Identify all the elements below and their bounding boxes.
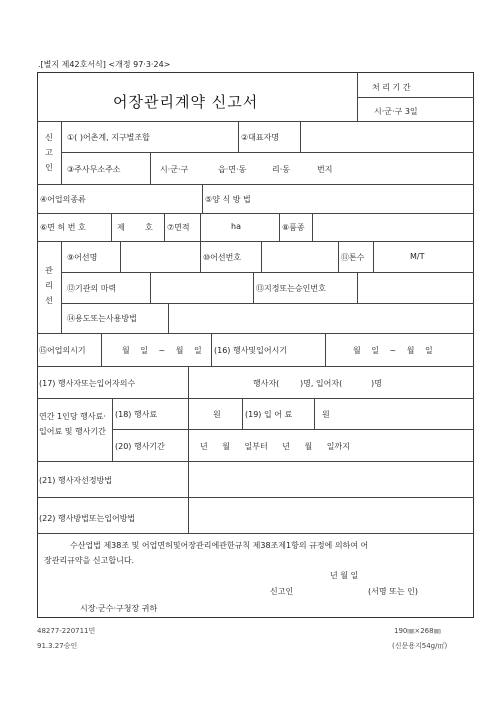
management-section-label: 관리선: [45, 266, 53, 305]
processing-period-label: 처 리 기 간: [372, 83, 411, 92]
species-label: ⑧품종: [282, 223, 305, 232]
address-part-village: 리·동: [272, 165, 290, 174]
reporter-label: 신고인: [270, 587, 294, 596]
paper-size: 190㎜×268㎜: [394, 627, 441, 635]
license-ho: 호: [145, 223, 153, 232]
statement-line-2: 장관리규약을 신고합니다.: [44, 556, 135, 565]
entry-fee-label: (19) 입 어 료: [245, 410, 293, 419]
executor-count-prefix: 행사자(: [253, 379, 280, 388]
exercise-period-value: 월 일 ~ 월 일: [353, 346, 433, 355]
approval-date: 91.3.27승인: [37, 642, 78, 650]
applicant-section-label: 신고인: [45, 133, 53, 172]
page-title: 어장관리계약 신고서: [113, 93, 259, 111]
ship-name-label: ⑨어선명: [67, 253, 98, 262]
address-part-lot: 번지: [317, 165, 333, 174]
exercise-method-label: (22) 행사방법또는입어방법: [39, 514, 136, 523]
selection-method-label: (21) 행사자선정방법: [39, 476, 113, 485]
executor-count-unit: )명, 입어자(: [300, 379, 343, 388]
approval-number-label: ⑬지정또는승인번호: [256, 284, 326, 293]
recipient-label: 시장·군수·구청장 귀하: [80, 604, 158, 613]
statement-date: 년 월 일: [330, 571, 359, 580]
usage-method-label: ⑭용도또는사용방법: [67, 314, 137, 323]
license-number-label: ⑥면 허 번 호: [40, 223, 86, 232]
applicant-association-field: ①( )어촌계, 지구별조합: [67, 133, 150, 142]
exercise-period-field-label: (20) 행사기간: [115, 442, 165, 451]
paper-type: (신문용지54g/㎡): [392, 642, 448, 650]
exercise-period-field-value: 년 월 일부터 년 월 일까지: [200, 442, 350, 451]
statement-line-1: 수산업법 제38조 및 어업면허및어장관리에관한규칙 제38조제1항의 규정에 의하여 어: [70, 541, 369, 550]
exercise-fee-unit: 원: [213, 410, 221, 419]
processing-period-value: 시·군·구 3일: [374, 107, 418, 116]
representative-name-label: ②대표자명: [241, 133, 280, 142]
entry-count-unit: )명: [371, 379, 382, 388]
annual-fee-label: 연간 1인당 행사료·입어료 및 행사기간: [39, 412, 106, 436]
exercise-period-label: (16) 행사및입어시기: [214, 346, 288, 355]
office-address-label: ③주사무소주소: [67, 165, 121, 174]
area-label: ⑦면적: [167, 223, 190, 232]
ship-number-label: ⑩어선번호: [203, 253, 242, 262]
tonnage-unit: M/T: [410, 252, 425, 261]
culture-method-label: ⑤양 식 방 법: [205, 195, 251, 204]
entry-fee-unit: 원: [322, 410, 330, 419]
exercise-fee-label: (18) 행사료: [115, 410, 158, 419]
address-part-city: 시·군·구: [160, 165, 189, 174]
signature-label: (서명 또는 인): [368, 587, 418, 596]
fishing-period-value: 월 일 ~ 월 일: [122, 346, 202, 355]
form-number-label: .[별지 제42호서식] <개정 97·3·24>: [38, 60, 171, 69]
fishing-period-label: ⑮어업의시기: [39, 346, 86, 355]
license-je: 제: [117, 223, 125, 232]
address-part-town: 읍·면·동: [218, 165, 247, 174]
area-unit: ha: [231, 222, 241, 231]
fishery-type-label: ④어업의종류: [40, 195, 86, 204]
engine-power-label: ⑫기관의 마력: [67, 284, 117, 293]
form-code: 48277-220711민: [37, 627, 96, 635]
tonnage-label: ⑪톤수: [341, 253, 365, 262]
executor-count-label: (17) 행사자또는입어자의수: [39, 379, 136, 388]
